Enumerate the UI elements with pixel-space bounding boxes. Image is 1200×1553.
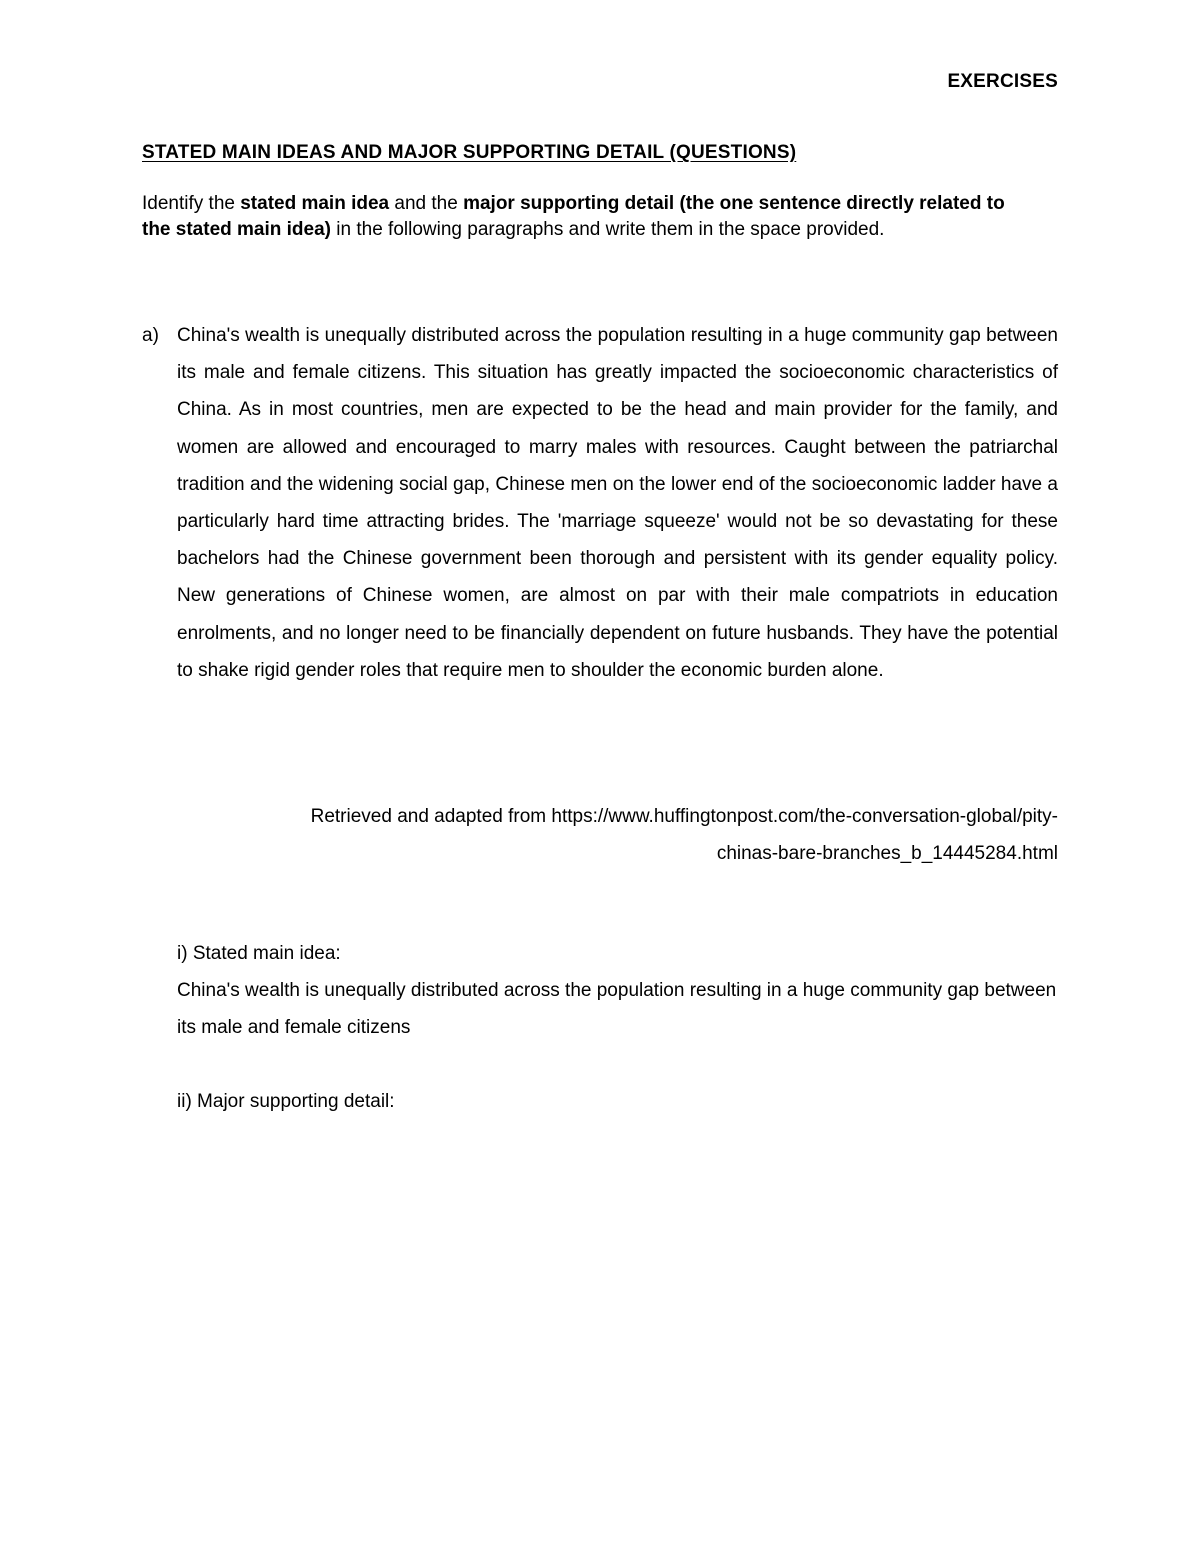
instructions-text-2: and the [389, 193, 464, 214]
main-idea-label: i) Stated main idea: [177, 943, 341, 964]
main-idea-answer: China's wealth is unequally distributed across the population resulting in a huge community gap between its male and female citizens [177, 980, 1057, 1038]
exercise-label: a) [142, 325, 159, 346]
instructions-text-3: in the following paragraphs and write them in the space provided. [331, 219, 885, 240]
source-line-1: Retrieved and adapted from https://www.huffingtonpost.com/the-conversation-global/pity- [310, 806, 1058, 827]
instructions-bold-1: stated main idea [240, 193, 390, 214]
header-label: EXERCISES [947, 71, 1058, 92]
exercise-paragraph: China's wealth is unequally distributed across the population resulting in a huge community gap between its male and female citizens. This situation has greatly impacted the socioeconomic characteristics of China. As in most countries, men are expected to be the head and main provider for the family, and women are allowed and encouraged to marry males with resources. Caught between the patriarchal tradition and the widening social gap, Chinese men on the lower end of the socioeconomic ladder have a particularly hard time attracting brides. The 'marriage squeeze' would not be so devastating for these bachelors had the Chinese government been thorough and persistent with its gender equality policy. New generations of Chinese women, are almost on par with their male compatriots in education enrolments, and no longer need to be financially dependent on future husbands. They have the potential to shake rigid gender roles that require men to shoulder the economic burden alone. [177, 325, 1058, 681]
instructions [142, 191, 1032, 243]
supporting-detail-label: ii) Major supporting detail: [177, 1091, 395, 1112]
section-title: STATED MAIN IDEAS AND MAJOR SUPPORTING DETAIL (QUESTIONS) [142, 142, 797, 163]
instructions-text-1: Identify the [142, 193, 241, 214]
answers-section [177, 935, 1058, 1120]
instructions-bold-2: major supporting detail (the one sentence directly related to the stated main idea) [142, 193, 1005, 240]
source-line-2: chinas-bare-branches_b_14445284.html [716, 843, 1058, 864]
answer-spacer [177, 1046, 1058, 1083]
source-citation [177, 798, 1058, 872]
